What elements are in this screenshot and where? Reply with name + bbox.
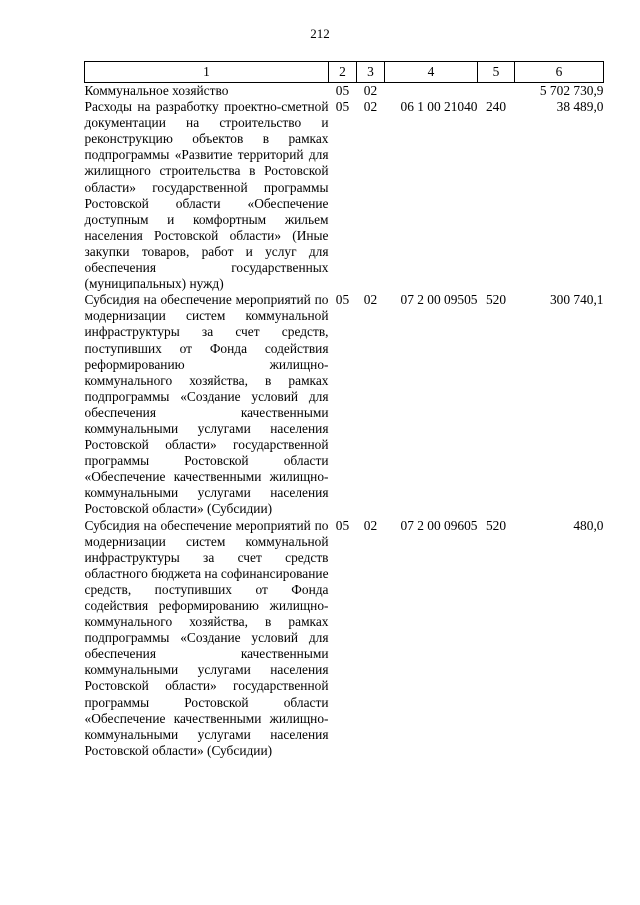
row-target-article: 07 2 00 09505 bbox=[400, 292, 478, 308]
row-subsection: 02 bbox=[363, 517, 378, 533]
table-header-row bbox=[85, 62, 604, 83]
row-name: Коммунальное хозяйство bbox=[84, 83, 229, 98]
row-subsection: 02 bbox=[363, 99, 378, 115]
row-section: 05 bbox=[335, 517, 350, 533]
table-row bbox=[85, 292, 604, 517]
row-expense-type: 520 bbox=[485, 292, 507, 308]
row-target-article: 07 2 00 09605 bbox=[400, 517, 478, 533]
row-name: Расходы на разработку проектно-сметной документации на строительство и реконструкцию объектов в рамках подпрограммы «Развитие территорий для жилищного строительства в Ростовской области» государственной программы Ростовской области «Обеспечение доступным и комфортным жильем населения Ростовской области» (Иные закупки товаров, работ и услуг для обеспечения государственных (муниципальных) нужд) bbox=[84, 99, 329, 292]
row-target-article bbox=[385, 83, 478, 100]
row-subsection: 02 bbox=[363, 83, 378, 98]
budget-table bbox=[84, 61, 604, 759]
table-row bbox=[85, 518, 604, 759]
row-name: Субсидия на обеспечение мероприятий по модернизации систем коммунальной инфраструктуры за счет средств областного бюджета на софинансирование средств, поступивших от Фонда содействия реформированию жилищно-коммунального хозяйства, в рамках подпрограммы «Создание условий для обеспечения качественными коммунальными услугами населения Ростовской области» государственной программы Ростовской области «Обеспечение качественными жилищно-коммунальными услугами населения Ростовской области» (Субсидии) bbox=[84, 517, 329, 758]
row-expense-type bbox=[478, 83, 515, 100]
row-amount: 38 489,0 bbox=[556, 99, 604, 115]
row-target-article: 06 1 00 21040 bbox=[400, 99, 478, 115]
row-amount: 300 740,1 bbox=[549, 292, 604, 308]
table-row bbox=[85, 99, 604, 292]
row-section: 05 bbox=[335, 99, 350, 115]
row-expense-type: 240 bbox=[485, 99, 507, 115]
header-col-2: 2 bbox=[329, 62, 357, 83]
header-col-1: 1 bbox=[85, 62, 329, 83]
header-col-5: 5 bbox=[478, 62, 515, 83]
row-section: 05 bbox=[335, 292, 350, 308]
row-name: Субсидия на обеспечение мероприятий по модернизации систем коммунальной инфраструктуры за счет средств, поступивших от Фонда содействия реформированию жилищно-коммунального хозяйства, в рамках подпрограммы «Создание условий для обеспечения качественными коммунальными услугами населения Ростовской области» государственной программы Ростовской области «Обеспечение качественными жилищно-коммунальными услугами населения Ростовской области» (Субсидии) bbox=[84, 292, 329, 517]
row-section: 05 bbox=[335, 83, 350, 98]
page-number: 212 bbox=[310, 26, 330, 41]
table-row bbox=[85, 83, 604, 100]
row-expense-type: 520 bbox=[485, 517, 507, 533]
row-subsection: 02 bbox=[363, 292, 378, 308]
header-col-3: 3 bbox=[357, 62, 385, 83]
row-amount: 480,0 bbox=[573, 517, 604, 533]
header-col-4: 4 bbox=[385, 62, 478, 83]
header-col-6: 6 bbox=[515, 62, 604, 83]
row-amount: 5 702 730,9 bbox=[539, 83, 604, 98]
